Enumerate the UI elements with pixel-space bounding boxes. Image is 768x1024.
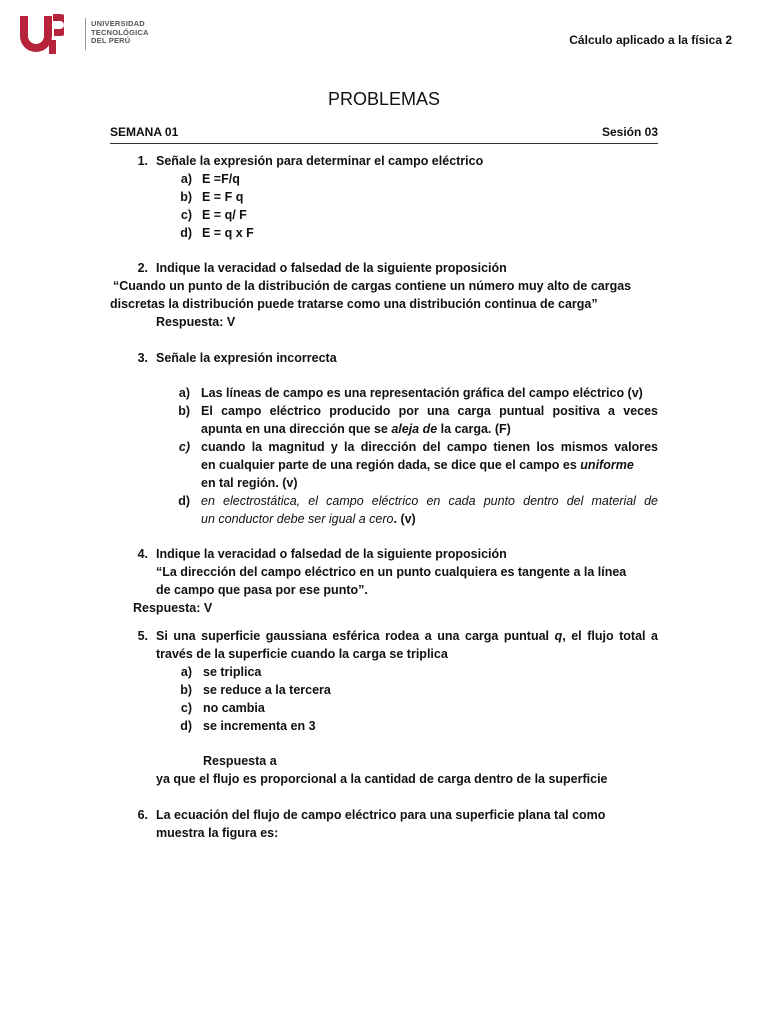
q5-option-c-label: c) bbox=[180, 701, 192, 715]
logo-line-1: UNIVERSIDAD bbox=[91, 19, 145, 28]
q3-text: Señale la expresión incorrecta bbox=[156, 351, 337, 365]
q2-quote-line-2: discretas la distribución puede tratarse como una distribución continua de carga” bbox=[110, 297, 598, 311]
q3-number: 3. bbox=[137, 351, 148, 365]
q5-text-line-1-pre: Si una superficie gaussiana esférica rodea a una carga puntual bbox=[156, 629, 555, 643]
week-label: SEMANA 01 bbox=[110, 125, 179, 139]
logo-line-3: DEL PERÚ bbox=[91, 36, 131, 45]
q2-text: Indique la veracidad o falsedad de la siguiente proposición bbox=[156, 261, 507, 275]
q3-option-b-label: b) bbox=[178, 404, 190, 418]
page-title: PROBLEMAS bbox=[327, 89, 441, 109]
q4-quote-line-1: “La dirección del campo eléctrico en un punto cualquiera es tangente a la línea bbox=[156, 565, 627, 579]
q1-option-a-label: a) bbox=[180, 172, 192, 186]
q2-quote-line-1: “Cuando un punto de la distribución de cargas contiene un número muy alto de cargas bbox=[113, 279, 632, 293]
q5-option-b: se reduce a la tercera bbox=[203, 683, 331, 697]
q4-quote-line-2: de campo que pasa por ese punto”. bbox=[156, 583, 368, 597]
q5-option-c: no cambia bbox=[203, 701, 265, 715]
utp-logo-mark-icon bbox=[16, 12, 64, 56]
q5-option-a-label: a) bbox=[180, 665, 192, 679]
week-session-row bbox=[110, 125, 658, 144]
q5-number: 5. bbox=[137, 629, 148, 643]
q5-explanation: ya que el flujo es proporcional a la cantidad de carga dentro de la superficie bbox=[156, 772, 608, 786]
q3-option-d-line-1: en electrostática, el campo eléctrico en cada punto dentro del material de bbox=[201, 494, 658, 508]
q3-option-c-line-1: cuando la magnitud y la dirección del campo tienen los mismos valores bbox=[201, 440, 658, 454]
q2-number: 2. bbox=[137, 261, 148, 275]
q1-option-b: E = F q bbox=[202, 190, 244, 204]
q3-option-b-line-2 bbox=[201, 420, 511, 438]
q4-answer: Respuesta: V bbox=[133, 601, 213, 615]
q4-number: 4. bbox=[137, 547, 148, 561]
q6-text-line-2: muestra la figura es: bbox=[156, 826, 279, 840]
q4-text: Indique la veracidad o falsedad de la siguiente proposición bbox=[156, 547, 507, 561]
q5-option-d: se incrementa en 3 bbox=[203, 719, 316, 733]
q3-option-b-line-2-post: la carga. (F) bbox=[437, 422, 511, 436]
q3-option-b-line-2-pre: apunta en una dirección que se bbox=[201, 422, 392, 436]
q5-option-a: se triplica bbox=[203, 665, 262, 679]
q1-text: Señale la expresión para determinar el campo eléctrico bbox=[156, 154, 484, 168]
logo-divider bbox=[85, 18, 86, 50]
q5-text-line-2: través de la superficie cuando la carga se triplica bbox=[156, 647, 448, 661]
q3-option-d-line-2-italic: un conductor debe ser igual a cero bbox=[201, 512, 394, 526]
q1-number: 1. bbox=[137, 154, 148, 168]
session-label: Sesión 03 bbox=[601, 125, 658, 139]
q3-option-a: Las líneas de campo es una representación gráfica del campo eléctrico (v) bbox=[201, 386, 643, 400]
q3-option-c-line-2-italic: uniforme bbox=[580, 458, 634, 472]
q3-option-c-line-2-pre: en cualquier parte de una región dada, se dice que el campo es bbox=[201, 458, 581, 472]
q3-option-c-line-2 bbox=[201, 456, 634, 474]
q2-answer: Respuesta: V bbox=[156, 315, 236, 329]
q3-option-c-label: c) bbox=[178, 440, 190, 454]
q3-option-a-label: a) bbox=[178, 386, 190, 400]
q3-option-d-line-2 bbox=[201, 510, 416, 528]
q1-option-c: E = q/ F bbox=[202, 208, 247, 222]
logo-text bbox=[91, 20, 149, 46]
course-name: Cálculo aplicado a la física 2 bbox=[569, 33, 732, 47]
q5-answer: Respuesta a bbox=[203, 754, 277, 768]
q6-text-line-1: La ecuación del flujo de campo eléctrico para una superficie plana tal como bbox=[156, 808, 606, 822]
q1-option-d: E = q x F bbox=[202, 226, 254, 240]
q3-option-d-label: d) bbox=[178, 494, 190, 508]
q3-option-c-line-3: en tal región. (v) bbox=[201, 476, 298, 490]
utp-logo bbox=[16, 12, 149, 56]
q5-text-line-1-italic: q bbox=[554, 629, 563, 643]
logo-line-2: TECNOLÓGICA bbox=[91, 27, 149, 37]
q5-text-line-1 bbox=[156, 627, 658, 645]
q1-option-c-label: c) bbox=[180, 208, 192, 222]
q1-option-a: E =F/q bbox=[202, 172, 240, 186]
q3-option-b-line-2-italic: aleja de bbox=[391, 422, 438, 436]
q5-option-b-label: b) bbox=[180, 683, 192, 697]
q3-option-d-line-2-post: . (v) bbox=[393, 512, 416, 526]
q1-option-b-label: b) bbox=[180, 190, 192, 204]
q3-option-b-line-1: El campo eléctrico producido por una carga puntual positiva a veces bbox=[201, 404, 658, 418]
q1-option-d-label: d) bbox=[180, 226, 192, 240]
q5-text-line-1-post: , el flujo total a bbox=[562, 629, 658, 643]
q6-number: 6. bbox=[137, 808, 148, 822]
q5-option-d-label: d) bbox=[180, 719, 192, 733]
